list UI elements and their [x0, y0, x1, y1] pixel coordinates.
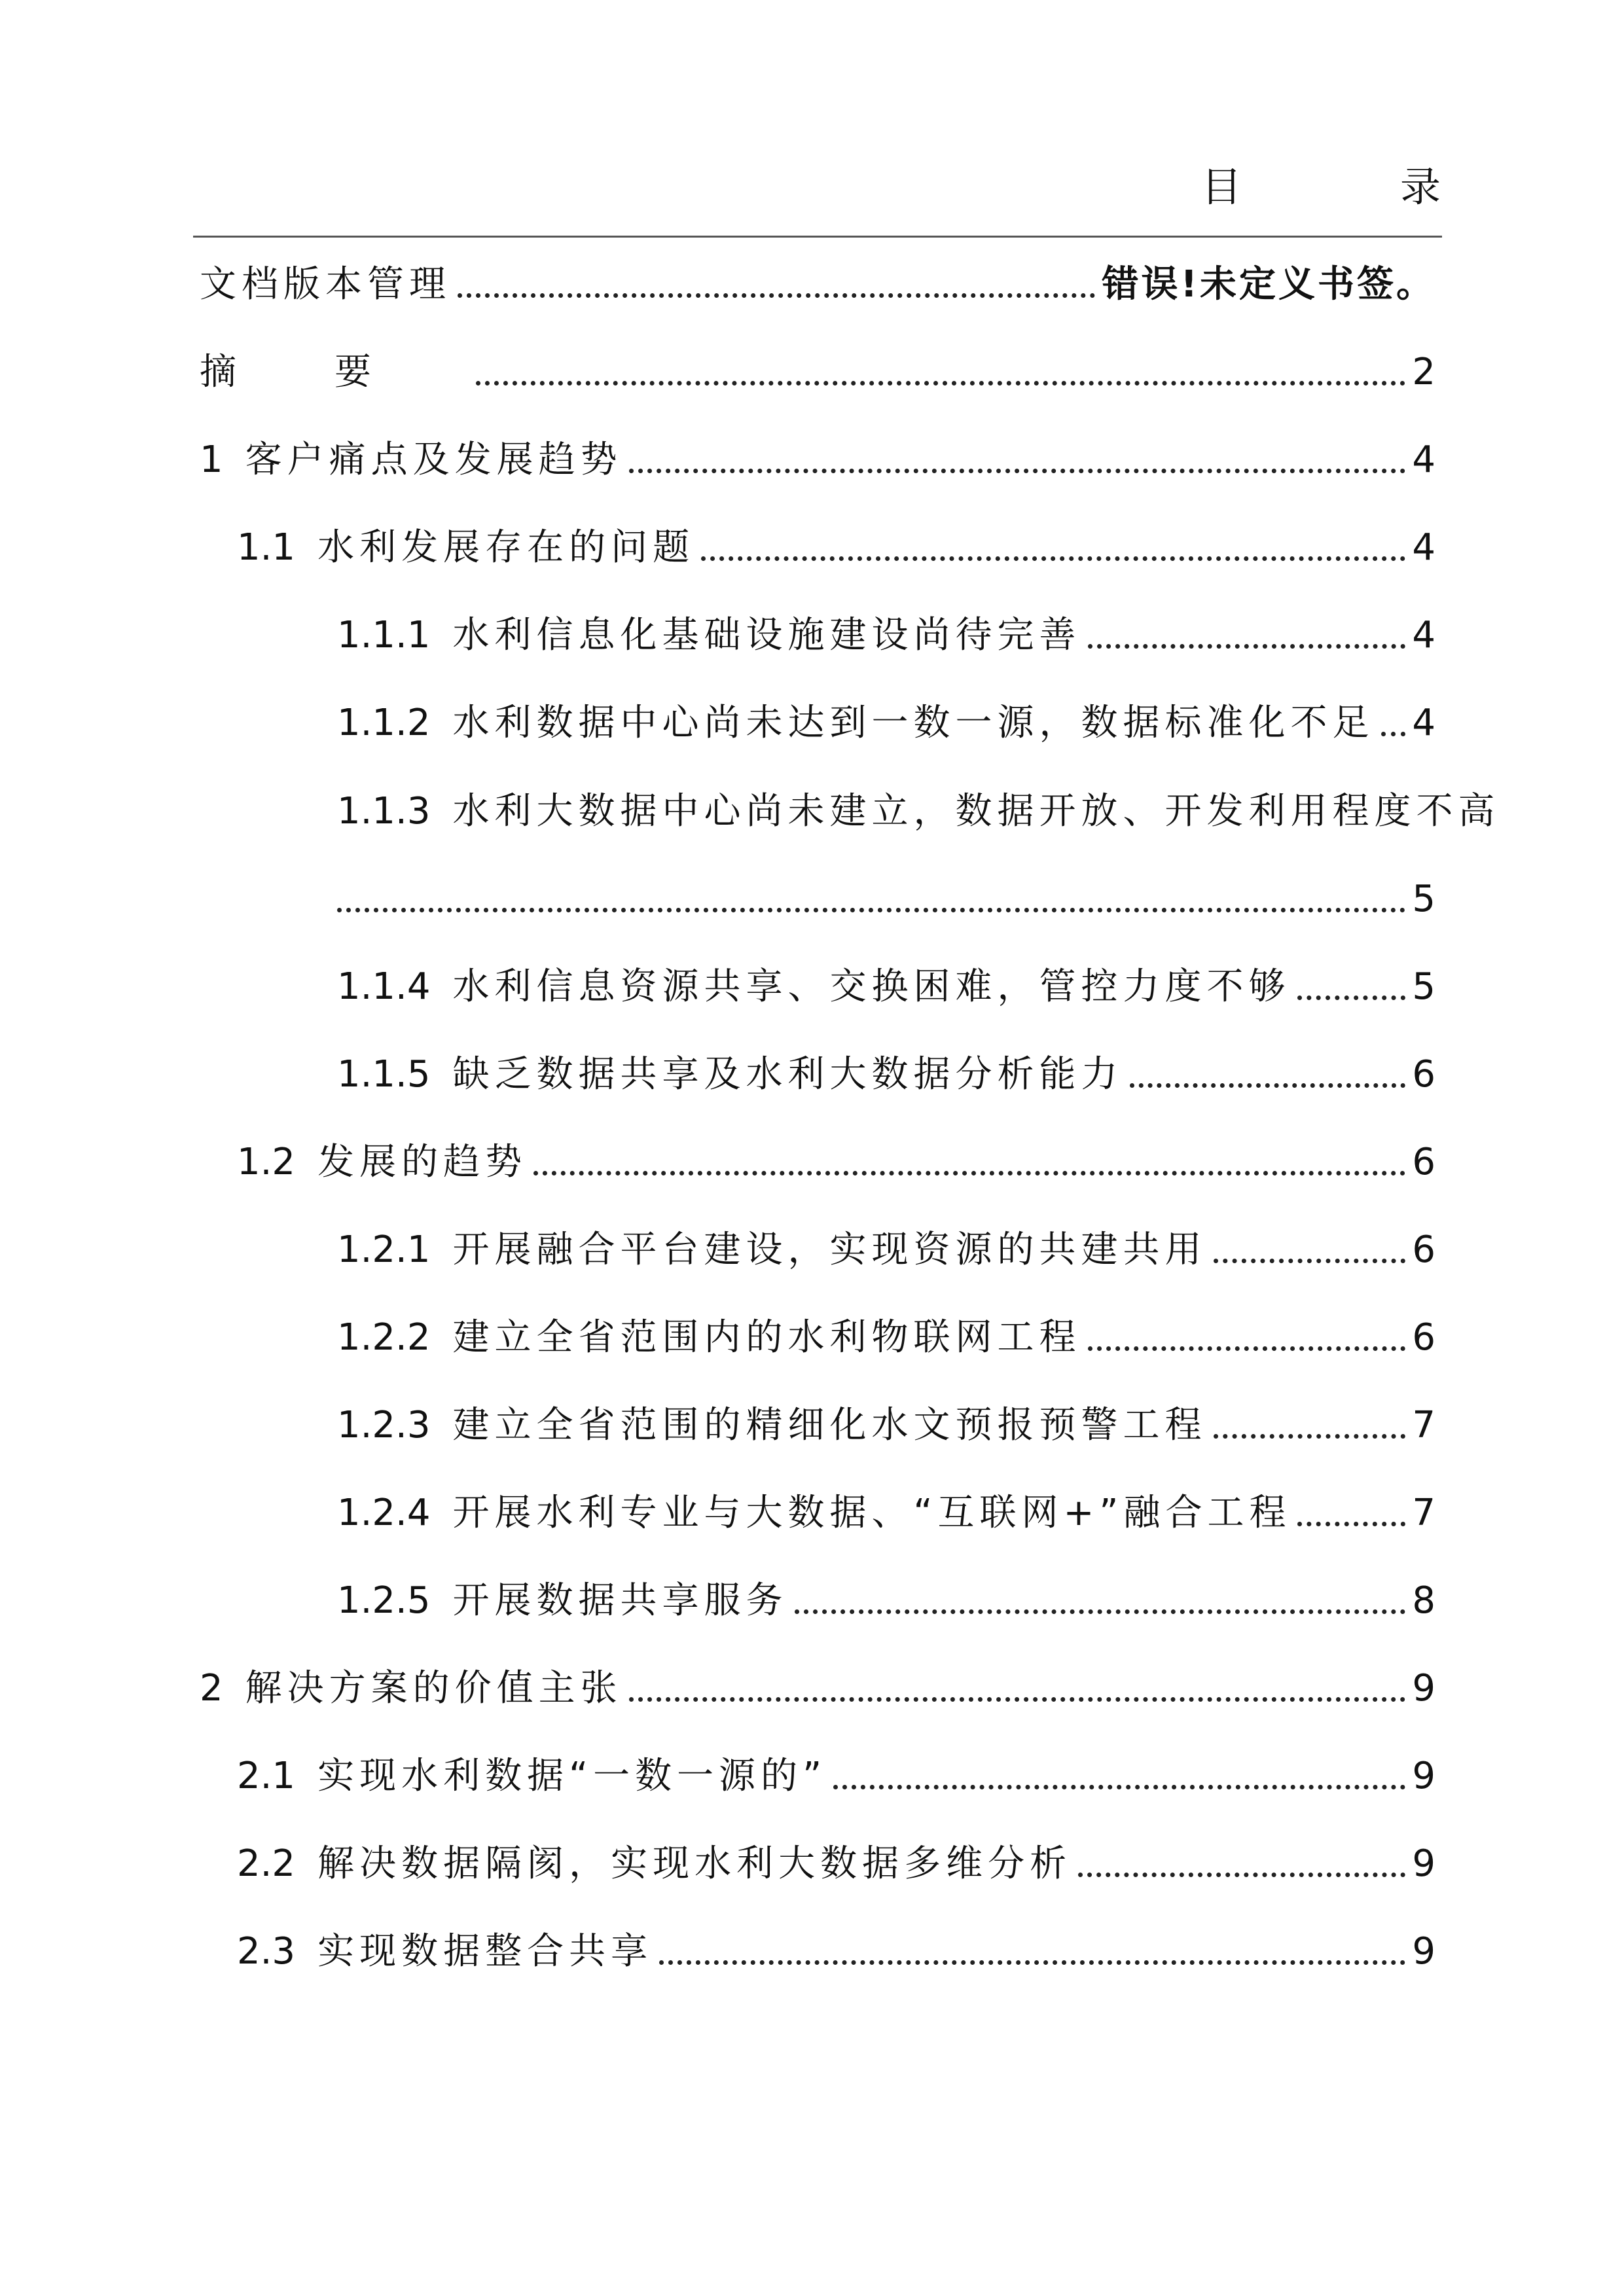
toc-entry-number: 1.2.2	[337, 1316, 431, 1359]
toc-entry-section-1-2-2[interactable]	[337, 1312, 1435, 1364]
toc-entry-number: 1.1.2	[337, 702, 431, 744]
toc-entry-label: 摘要	[200, 351, 469, 393]
dot-leader	[1088, 644, 1406, 649]
toc-entry-page: 4	[1412, 702, 1435, 744]
toc-entry-page: 9	[1412, 1930, 1435, 1973]
toc-entry-section-1-2-1[interactable]	[337, 1224, 1435, 1276]
toc-entry-page: 4	[1412, 614, 1435, 656]
toc-entry-label: 开展数据共享服务	[452, 1579, 788, 1622]
toc-entry-label: 开展融合平台建设，实现资源的共建共用	[452, 1229, 1207, 1271]
toc-entry-label: 实现水利数据“一数一源的”	[317, 1755, 827, 1797]
toc-entry-page: 6	[1412, 1229, 1435, 1271]
toc-entry-page: 2	[1412, 351, 1435, 393]
toc-entry-label: 发展的趋势	[317, 1141, 528, 1183]
toc-entry-page: 4	[1412, 439, 1435, 481]
dot-leader	[476, 381, 1405, 386]
toc-entry-page: 7	[1412, 1492, 1435, 1534]
toc-entry-label: 客户痛点及发展趋势	[245, 439, 623, 481]
toc-entry-number: 1.2.3	[337, 1404, 431, 1446]
toc-entry-abstract[interactable]	[200, 346, 1435, 399]
toc-entry-number: 2.1	[237, 1755, 296, 1797]
toc-entry-section-2-3[interactable]	[237, 1926, 1435, 1978]
toc-entry-section-1-1-3[interactable]	[337, 785, 1500, 838]
toc-entry-section-1-1[interactable]	[237, 522, 1435, 574]
toc-entry-label: 开展水利专业与大数据、“互联网+”融合工程	[452, 1492, 1291, 1534]
toc-entry-number: 1.2	[237, 1141, 296, 1183]
dot-leader	[1214, 1434, 1406, 1439]
toc-entry-number: 1	[200, 439, 223, 481]
toc-entry-label: 建立全省范围的精细化水文预报预警工程	[452, 1404, 1207, 1446]
toc-entry-number: 2.2	[237, 1842, 296, 1885]
toc-entry-page: 5	[1412, 965, 1435, 1008]
toc-entry-number: 2.3	[237, 1930, 296, 1973]
toc-entry-number: 1.2.4	[337, 1492, 431, 1534]
toc-entry-page: 5	[1412, 878, 1435, 920]
dot-leader	[659, 1960, 1405, 1965]
toc-entry-number: 1.2.1	[337, 1229, 431, 1271]
dot-leader	[1297, 996, 1406, 1000]
toc-entry-section-1-1-2[interactable]	[337, 697, 1435, 749]
dot-leader	[1214, 1259, 1406, 1263]
toc-entry-section-1-1-3-continuation[interactable]	[337, 873, 1435, 925]
toc-entry-section-1-1-4[interactable]	[337, 961, 1435, 1013]
toc-entry-number: 1.1.1	[337, 614, 431, 656]
toc-entry-number: 2	[200, 1667, 223, 1710]
toc-entry-number: 1.1.5	[337, 1053, 431, 1096]
toc-entry-label: 建立全省范围内的水利物联网工程	[452, 1316, 1081, 1359]
toc-entry-section-1-2-4[interactable]	[337, 1487, 1435, 1539]
toc-entry-section-1-2[interactable]	[237, 1136, 1435, 1189]
toc-entry-section-2-2[interactable]	[237, 1838, 1435, 1890]
dot-leader	[1078, 1873, 1405, 1877]
toc-entry-label: 水利数据中心尚未达到一数一源，数据标准化不足	[452, 702, 1375, 744]
dot-leader	[795, 1609, 1406, 1614]
toc-entry-page: 6	[1412, 1053, 1435, 1096]
toc-entry-label: 解决数据隔阂，实现水利大数据多维分析	[317, 1842, 1072, 1885]
toc-entry-section-1-1-5[interactable]	[337, 1049, 1435, 1101]
dot-leader	[833, 1785, 1405, 1789]
toc-entry-section-1-1-1[interactable]	[337, 609, 1435, 662]
toc-entry-label: 缺乏数据共享及水利大数据分析能力	[452, 1053, 1123, 1096]
toc-entry-number: 1.2.5	[337, 1579, 431, 1622]
dot-leader	[629, 469, 1406, 473]
toc-entry-number: 1.1.3	[337, 790, 431, 833]
dot-leader	[1381, 732, 1406, 736]
dot-leader	[1297, 1522, 1405, 1526]
toc-entry-section-1-2-5[interactable]	[337, 1575, 1435, 1627]
toc-entry-number: 1.1.4	[337, 965, 431, 1008]
toc-entry-label: 实现数据整合共享	[317, 1930, 653, 1973]
toc-entry-chapter-1[interactable]	[200, 434, 1435, 486]
toc-entry-page: 9	[1412, 1842, 1435, 1885]
dot-leader	[629, 1697, 1406, 1702]
toc-entry-label: 水利信息化基础设施建设尚待完善	[452, 614, 1081, 656]
dot-leader	[701, 556, 1405, 561]
toc-entry-label: 解决方案的价值主张	[245, 1667, 623, 1710]
dot-leader	[533, 1171, 1405, 1175]
toc-entry-page: 4	[1412, 526, 1435, 569]
toc-entry-page: 6	[1412, 1316, 1435, 1359]
toc-entry-page-error: 错误!未定义书签。	[1102, 263, 1435, 306]
dot-leader	[1130, 1083, 1406, 1088]
toc-entry-chapter-2[interactable]	[200, 1662, 1435, 1715]
dot-leader	[337, 908, 1405, 912]
toc-entry-label: 水利发展存在的问题	[317, 526, 695, 569]
toc-entry-page: 9	[1412, 1755, 1435, 1797]
toc-title: 目 录	[1200, 163, 1500, 211]
toc-entry-section-1-2-3[interactable]	[337, 1399, 1435, 1452]
toc-entry-page: 9	[1412, 1667, 1435, 1710]
toc-entry-label: 水利大数据中心尚未建立，数据开放、开发利用程度不高	[452, 790, 1500, 833]
toc-entry-version-management[interactable]	[200, 259, 1435, 311]
toc-entry-page: 7	[1412, 1404, 1435, 1446]
toc-entry-label: 文档版本管理	[200, 263, 451, 306]
toc-entry-page: 6	[1412, 1141, 1435, 1183]
toc-entry-number: 1.1	[237, 526, 296, 569]
toc-entry-page: 8	[1412, 1579, 1435, 1622]
toc-entry-label: 水利信息资源共享、交换困难，管控力度不够	[452, 965, 1291, 1008]
toc-entry-section-2-1[interactable]	[237, 1750, 1435, 1803]
dot-leader	[458, 293, 1095, 298]
dot-leader	[1088, 1346, 1406, 1351]
